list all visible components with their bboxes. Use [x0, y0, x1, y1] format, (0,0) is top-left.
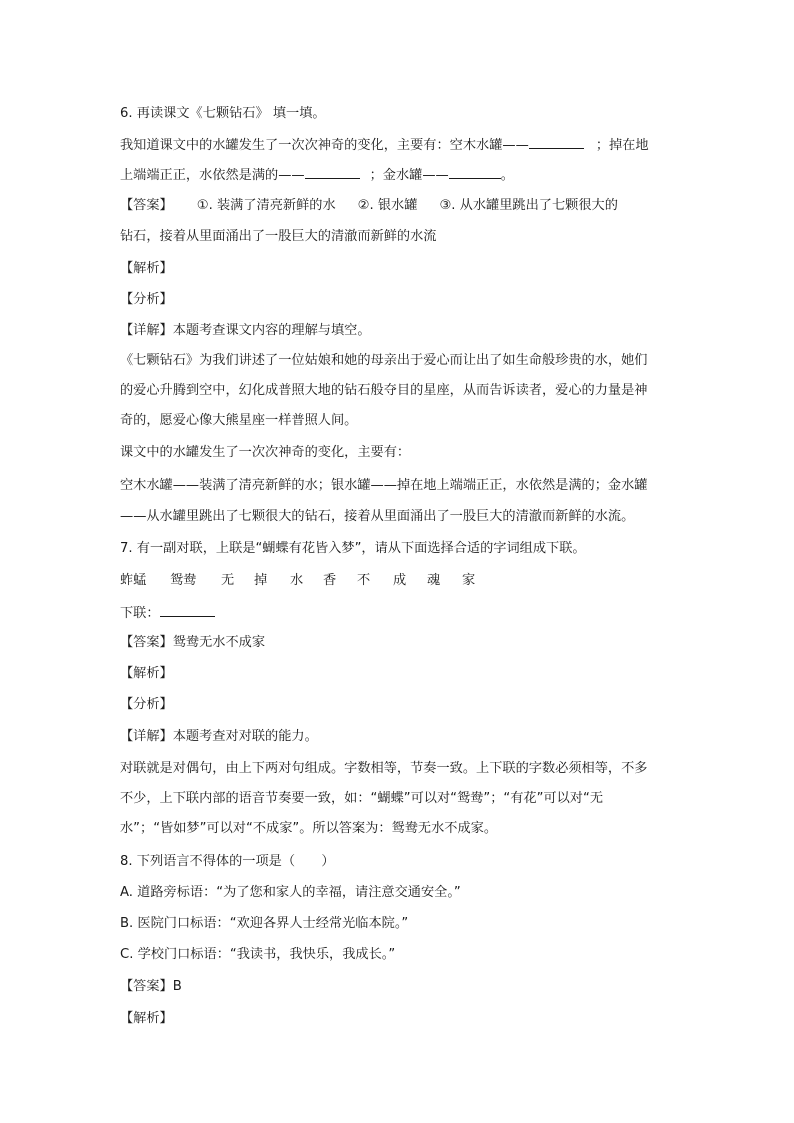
q8-option-b: B. 医院门口标语：“欢迎各界人士经常光临本院。” — [120, 916, 409, 931]
q7-word-10: 家 — [462, 573, 476, 588]
q6-answer-tag: 【答案】 — [120, 198, 173, 213]
q7-word-3: 无 — [221, 573, 235, 588]
q7-xiangjie: 【详解】本题考查对对联的能力。 — [120, 729, 318, 744]
q6-para2-line-3: ——从水罐里跳出了七颗很大的钻石，接着从里面涌出了一股巨大的清澈而新鲜的水流。 — [120, 509, 635, 524]
q6-title: 6. 再读课文《七颗钻石》 填一填。 — [120, 106, 326, 121]
q8-option-a: A. 道路旁标语：“为了您和家人的幸福，请注意交通安全。” — [120, 885, 461, 900]
q7-para-line-2: 不少，上下联内部的语音节奏要一致，如：“蝴蝶”可以对“鸳鸯”；“有花”可以对“无 — [120, 791, 604, 806]
q8-answer: 【答案】B — [120, 979, 182, 994]
q6-xiangjie: 【详解】本题考查课文内容的理解与填空。 — [120, 323, 371, 338]
q6-answer-cont: 钻石，接着从里面涌出了一股巨大的清澈而新鲜的水流 — [120, 229, 437, 244]
q6-blank-1 — [529, 134, 584, 149]
q7-xialian-label: 下联： — [120, 606, 160, 621]
q6-jiexi: 【解析】 — [120, 261, 173, 276]
q7-word-4: 掉 — [254, 573, 268, 588]
q6-stem-c: 上端端正正，水依然是满的—— — [120, 168, 305, 183]
q7-blank — [160, 602, 215, 617]
q6-blank-3 — [449, 164, 501, 179]
q6-blank-2 — [305, 164, 360, 179]
q7-word-list — [120, 571, 680, 591]
q6-stem-line-1 — [120, 134, 680, 156]
q7-answer: 【答案】鸳鸯无水不成家 — [120, 635, 266, 650]
q6-fenxi: 【分析】 — [120, 292, 173, 307]
q7-word-9: 魂 — [427, 573, 441, 588]
q7-word-8: 成 — [393, 573, 407, 588]
q7-xialian-line — [120, 602, 680, 624]
q6-para2-line-2: 空木水罐——装满了清亮新鲜的水；银水罐——掉在地上端端正正，水依然是满的；金水罐 — [120, 478, 648, 493]
q7-word-7: 不 — [357, 573, 371, 588]
q6-para1-line-2: 的爱心升腾到空中，幻化成普照大地的钻石般夺目的星座，从而告诉读者，爱心的力量是神 — [120, 383, 648, 398]
q6-stem-e: 。 — [500, 168, 514, 183]
q8-title: 8. 下列语言不得体的一项是（ ） — [120, 854, 335, 869]
q7-word-1: 蚱蜢 — [120, 573, 147, 588]
q7-para-line-1: 对联就是对偶句，由上下两对句组成。字数相等，节奏一致。上下联的字数必须相等，不多 — [120, 761, 648, 776]
q6-answer-2: ②. 银水罐 — [357, 198, 418, 213]
q7-jiexi: 【解析】 — [120, 666, 173, 681]
q6-stem-line-2 — [120, 164, 680, 186]
q7-title: 7. 有一副对联，上联是“蝴蝶有花皆入梦”，请从下面选择合适的字词组成下联。 — [120, 541, 586, 556]
q6-stem-d: ；金水罐—— — [369, 168, 449, 183]
q6-para2-line-1: 课文中的水罐发生了一次次神奇的变化，主要有： — [120, 445, 411, 460]
q6-para1-line-1: 《七颗钻石》为我们讲述了一位姑娘和她的母亲出于爱心而让出了如生命般珍贵的水，她们 — [120, 353, 648, 368]
q6-para1-line-3: 奇的，愿爱心像大熊星座一样普照人间。 — [120, 413, 358, 428]
q6-answer-line — [120, 196, 680, 216]
q7-word-5: 水 — [290, 573, 304, 588]
q7-word-2: 鸳鸯 — [170, 573, 197, 588]
q8-jiexi: 【解析】 — [120, 1011, 173, 1026]
q7-para-line-3: 水”；“皆如梦”可以对“不成家”。所以答案为：鸳鸯无水不成家。 — [120, 821, 498, 836]
q7-word-6: 香 — [323, 573, 337, 588]
q7-fenxi: 【分析】 — [120, 697, 173, 712]
q6-answer-1: ①. 装满了清亮新鲜的水 — [196, 198, 336, 213]
q6-stem-a: 我知道课文中的水罐发生了一次次神奇的变化，主要有：空木水罐—— — [120, 138, 529, 153]
q8-option-c: C. 学校门口标语：“我读书，我快乐，我成长。” — [120, 947, 396, 962]
q6-answer-3: ③. 从水罐里跳出了七颗很大的 — [439, 198, 618, 213]
q6-stem-b: ；掉在地 — [595, 138, 649, 153]
